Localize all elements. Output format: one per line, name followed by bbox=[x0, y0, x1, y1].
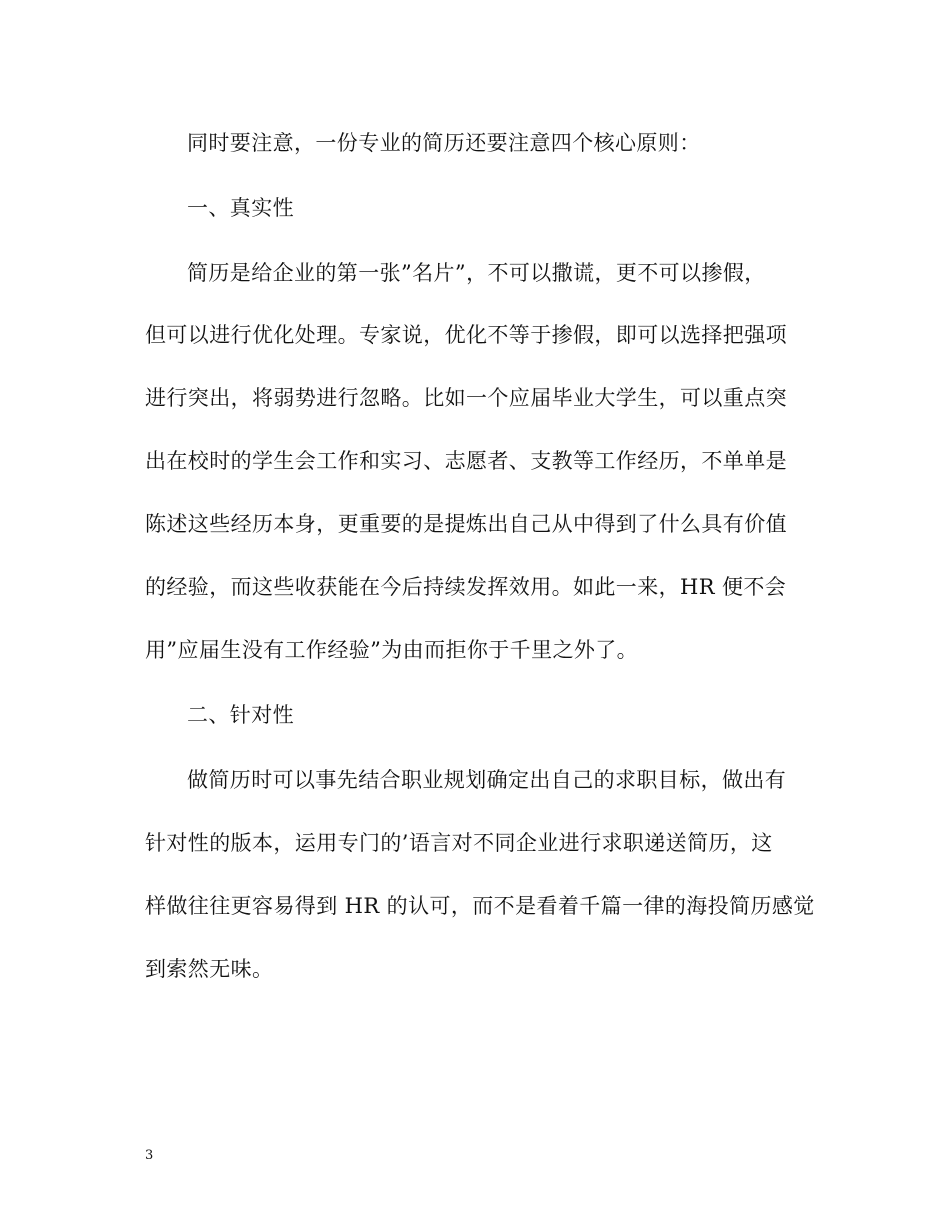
paragraph-line: 样做往往更容易得到 HR 的认可，而不是看着千篇一律的海投简历感觉 bbox=[145, 894, 815, 918]
page-number: 3 bbox=[145, 1148, 154, 1163]
paragraph-line: 出在校时的学生会工作和实习、志愿者、支教等工作经历，不单单是 bbox=[145, 449, 787, 473]
paragraph-line: 进行突出，将弱势进行忽略。比如一个应届毕业大学生，可以重点突 bbox=[145, 386, 787, 410]
section-heading-authenticity: 一、真实性 bbox=[187, 196, 294, 220]
paragraph-line: 做简历时可以事先结合职业规划确定出自己的求职目标，做出有 bbox=[187, 768, 787, 792]
paragraph-line: 到索然无味。 bbox=[145, 957, 274, 981]
paragraph-line: 简历是给企业的第一张”名片”，不可以撒谎，更不可以掺假， bbox=[187, 261, 766, 285]
paragraph-line: 但可以进行优化处理。专家说，优化不等于掺假，即可以选择把强项 bbox=[145, 323, 787, 347]
intro-paragraph: 同时要注意，一份专业的简历还要注意四个核心原则： bbox=[187, 131, 701, 155]
paragraph-line: 针对性的版本，运用专门的’语言对不同企业进行求职递送简历，这 bbox=[145, 831, 773, 855]
paragraph-line: 陈述这些经历本身，更重要的是提炼出自己从中得到了什么具有价值 bbox=[145, 512, 787, 536]
paragraph-line: 的经验，而这些收获能在今后持续发挥效用。如此一来，HR 便不会 bbox=[145, 575, 787, 599]
paragraph-line: 用”应届生没有工作经验”为由而拒你于千里之外了。 bbox=[145, 638, 639, 662]
section-heading-pertinence: 二、针对性 bbox=[187, 703, 294, 727]
